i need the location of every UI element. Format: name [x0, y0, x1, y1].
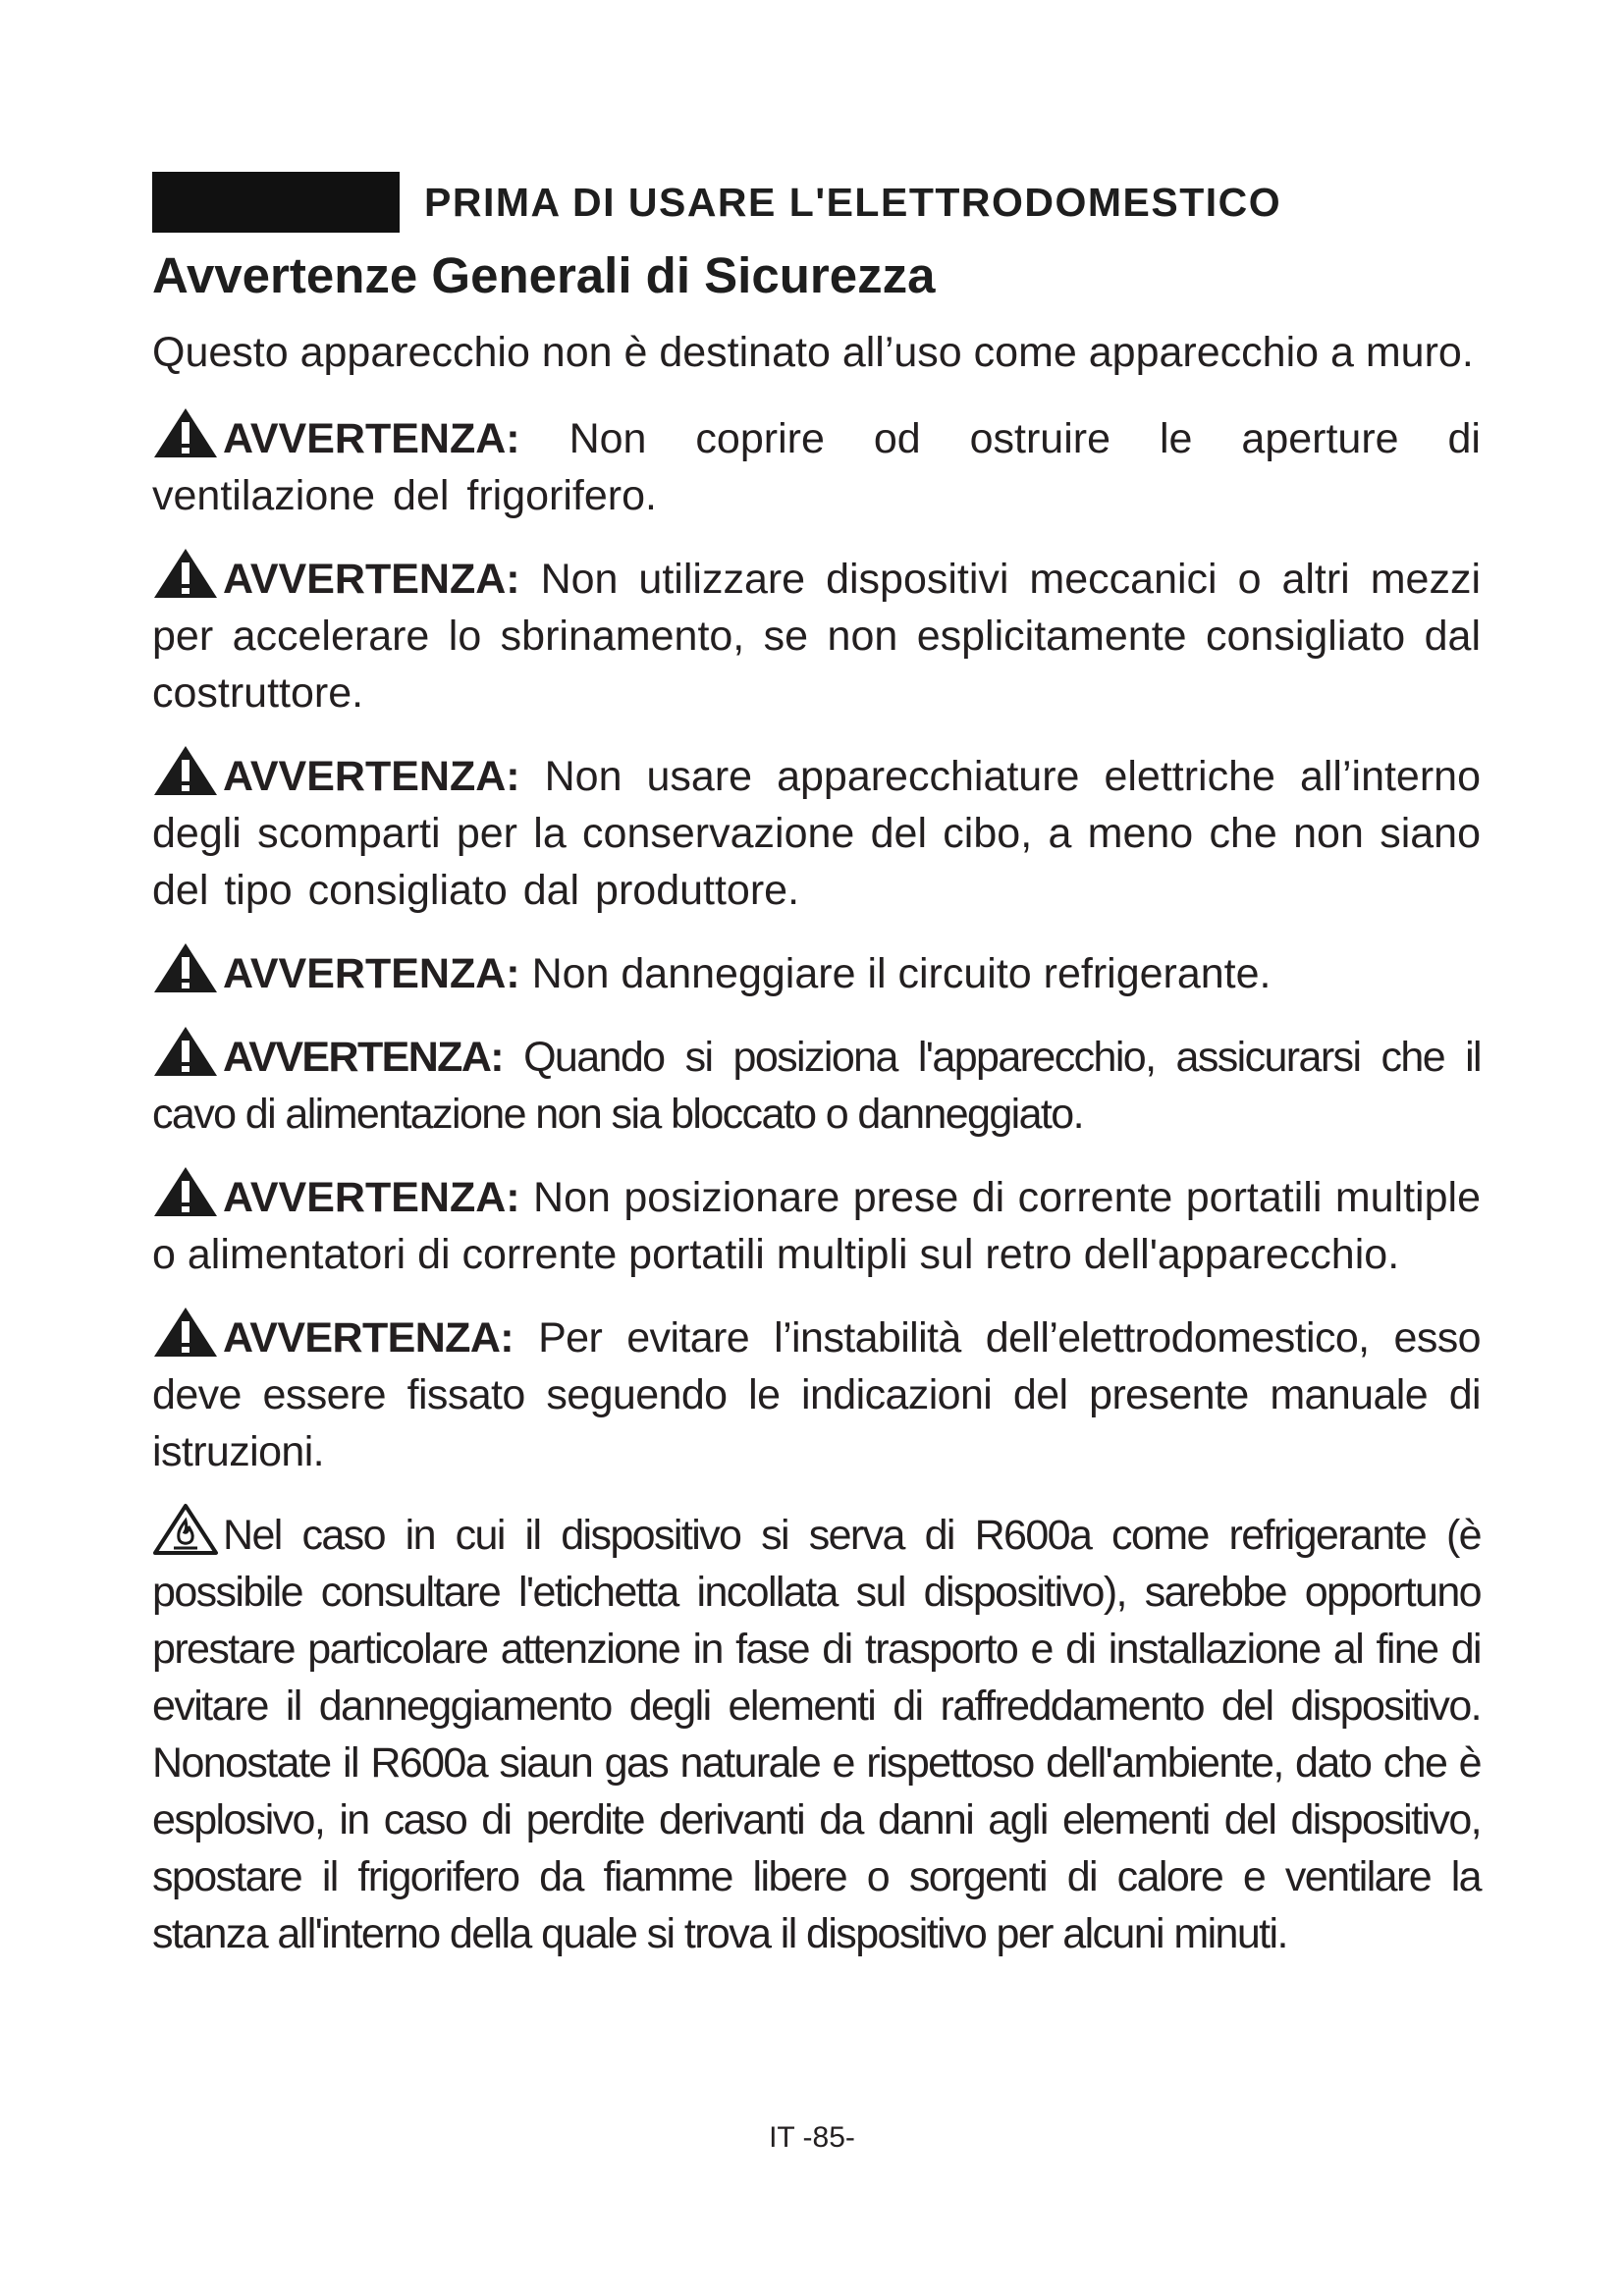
warning-paragraph — [152, 547, 1481, 721]
warning-paragraph — [152, 1306, 1481, 1480]
warning-label: AVVERTENZA: — [223, 1174, 520, 1221]
flammable-note-text: Nel caso in cui il dispositivo si serva di R600a come refrigerante (è possibile consultare l'etichetta incollata sul dispositivo), sarebbe opportuno prestare particolare attenzione in fase di trasporto e di installazione al fine di evitare il danneggiamento degli elementi di raffreddamento del dispositivo. Nonostate il R600a siaun gas naturale e rispettoso dell'ambiente, dato che è esplosivo, in caso di perdite derivanti da danni agli elementi del dispositivo, spostare il frigorifero da fiamme libere o sorgenti di calore e ventilare la stanza all'interno della quale si trova il dispositivo per alcuni minuti. — [152, 1512, 1481, 1957]
warning-triangle-icon — [152, 1306, 219, 1359]
intro-paragraph: Questo apparecchio non è destinato all’uso come apparecchio a muro. — [152, 329, 1474, 376]
warning-text: Non usare apparecchiature elettriche all’interno degli scomparti per la conservazione del cibo, a meno che non siano del tipo consigliato dal produttore. — [152, 753, 1481, 914]
warning-text: Quando si posiziona l'apparecchio, assicurarsi che il cavo di alimentazione non sia bloccato o danneggiato. — [152, 1034, 1481, 1138]
warning-label: AVVERTENZA: — [223, 556, 520, 603]
warning-text: Non posizionare prese di corrente portatili multiple o alimentatori di corrente portatili multipli sul retro dell'apparecchio. — [152, 1174, 1481, 1278]
warning-paragraph — [152, 941, 1481, 1002]
warning-triangle-icon — [152, 941, 219, 994]
warning-paragraph — [152, 406, 1481, 524]
warning-paragraph — [152, 744, 1481, 919]
warning-triangle-icon — [152, 1165, 219, 1218]
warning-label: AVVERTENZA: — [223, 753, 520, 800]
warning-label: AVVERTENZA: — [223, 950, 520, 997]
warning-label: AVVERTENZA: — [223, 1034, 503, 1081]
warning-triangle-icon — [152, 406, 219, 459]
warning-paragraph — [152, 1025, 1481, 1143]
warning-text: Non danneggiare il circuito refrigerante. — [531, 950, 1272, 997]
page-heading: Avvertenze Generali di Sicurezza — [152, 247, 936, 303]
page-number: IT -85- — [769, 2121, 855, 2154]
warning-triangle-icon — [152, 744, 219, 797]
section-title: PRIMA DI USARE L'ELETTRODOMESTICO — [424, 180, 1282, 225]
warning-paragraph — [152, 1165, 1481, 1283]
warning-label: AVVERTENZA: — [223, 1314, 514, 1362]
warning-text: Per evitare l’instabilità dell’elettrodomestico, esso deve essere fissato seguendo le indicazioni del presente manuale di istruzioni. — [152, 1314, 1481, 1475]
warning-triangle-icon — [152, 1025, 219, 1078]
safety-warnings-body — [152, 324, 1481, 1985]
warning-text: Non utilizzare dispositivi meccanici o altri mezzi per accelerare lo sbrinamento, se non esplicitamente consigliato dal costruttore. — [152, 556, 1481, 717]
warning-triangle-icon — [152, 547, 219, 600]
section-marker-bar — [152, 172, 400, 233]
flammable-note-paragraph — [152, 1503, 1481, 1962]
flammable-warning-icon — [152, 1503, 219, 1556]
warning-text: Non coprire od ostruire le aperture di ventilazione del frigorifero. — [152, 415, 1481, 519]
warning-label: AVVERTENZA: — [223, 415, 520, 462]
